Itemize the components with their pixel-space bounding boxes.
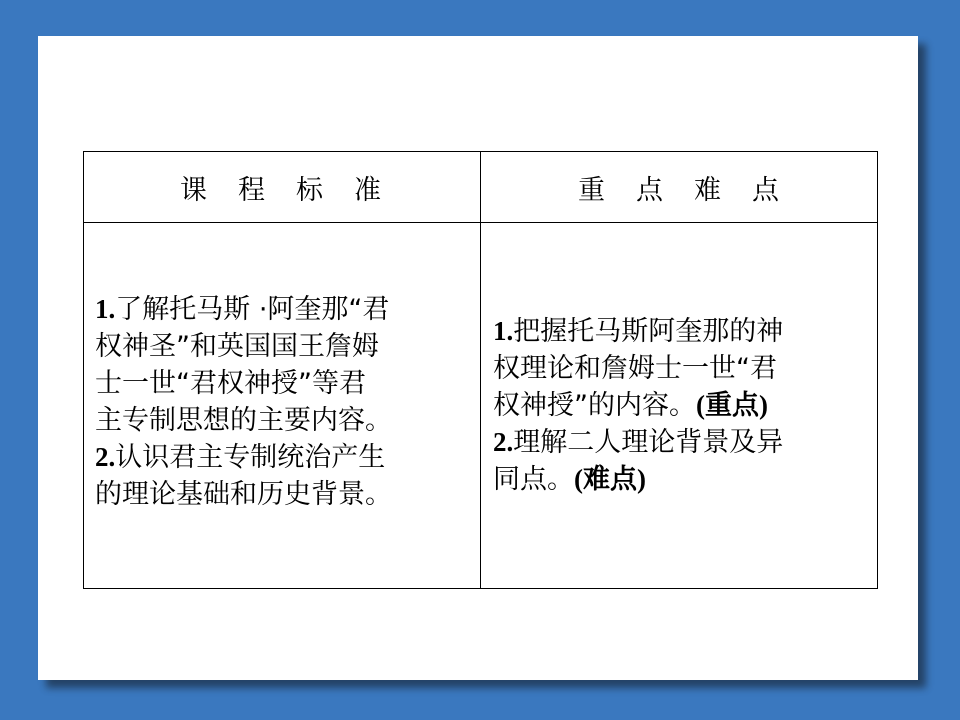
- curriculum-standards-cell: [95, 291, 392, 513]
- point-item-2-line-2: 同点。(难点): [493, 464, 646, 495]
- standard-item-2-line-2: 的理论基础和历史背景。: [95, 479, 392, 510]
- point-item-1-number: 1.: [493, 316, 514, 346]
- standard-item-1-line-2: 权神圣”和英国国王詹姆: [95, 331, 379, 362]
- key-difficult-points-cell: [493, 313, 783, 498]
- point-item-1-line-2: 权理论和詹姆士一世“君: [493, 353, 777, 384]
- key-point-tag: (重点): [696, 390, 768, 420]
- header-key-difficult-points: 重 点 难 点: [578, 174, 781, 206]
- standard-item-2-number: 2.: [95, 442, 116, 472]
- header-curriculum-standards: 课 程 标 准: [180, 174, 383, 206]
- point-item-1-line-1: 1.把握托马斯阿奎那的神: [493, 316, 784, 347]
- standard-item-1-line-4: 主专制思想的主要内容。: [95, 405, 392, 436]
- slide: [38, 36, 918, 680]
- point-item-1-line-3: 权神授”的内容。(重点): [493, 390, 768, 421]
- standard-item-1-line-1: 1.了解托马斯 ·阿奎那“君: [95, 294, 390, 325]
- table-header-divider: [83, 222, 878, 223]
- standard-item-1-line-3: 士一世“君权神授”等君: [95, 368, 366, 399]
- difficult-point-tag: (难点): [574, 464, 646, 494]
- standard-item-2-line-1: 2.认识君主专制统治产生: [95, 442, 386, 473]
- point-item-2-number: 2.: [493, 427, 514, 457]
- point-item-2-line-1: 2.理解二人理论背景及异: [493, 427, 784, 458]
- curriculum-table: [83, 151, 878, 589]
- standard-item-1-number: 1.: [95, 294, 116, 324]
